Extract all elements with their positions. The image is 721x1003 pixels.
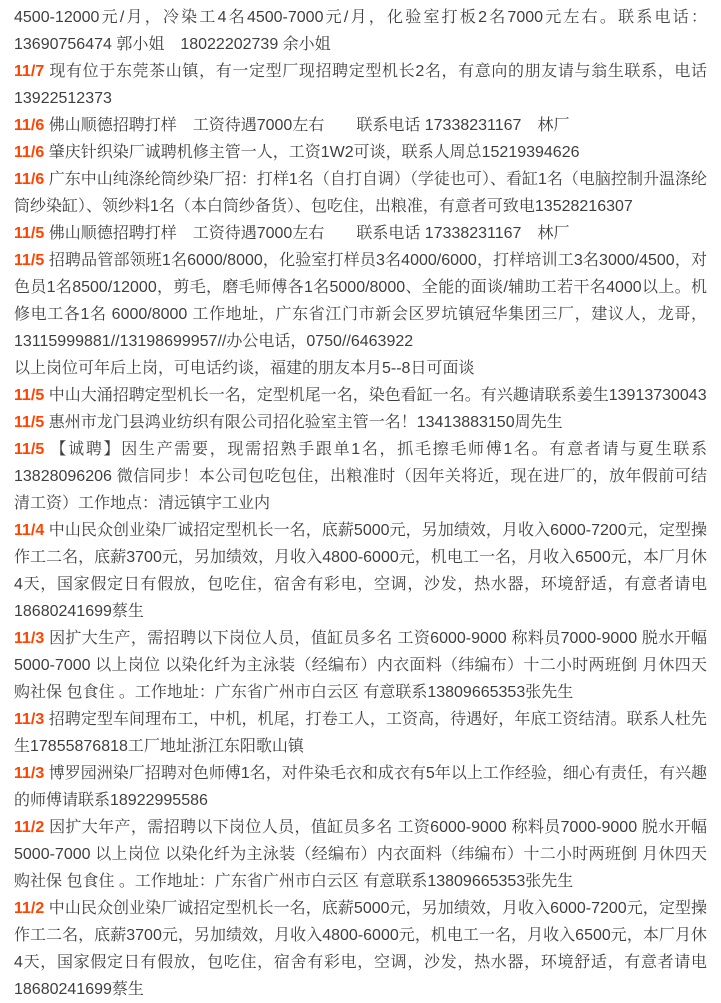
posting-text: 招聘品管部领班1名6000/8000，化验室打样员3名4000/6000，打样培训工3名3000/4500，对色员1名8500/12000，剪毛，磨毛师傅各1名5000/8000、全能的面谈/辅助工若干名4000以上。机修电工各1名 6000/8000 工作地址，广东省江门市新会区罗坑镇冠华集团三厂，建议人，龙哥，13115999881//13198699957//办公电话，0750//6463922	[14, 252, 707, 350]
job-posting	[14, 517, 707, 625]
posting-date: 11/3	[14, 630, 45, 647]
job-posting	[14, 625, 707, 706]
posting-text: 4500-12000元/月，冷染工4名4500-7000元/月，化验室打板2名7000元左右。联系电话：13690756474 郭小姐 18022202739 余小姐	[14, 9, 707, 53]
job-posting	[14, 166, 707, 220]
job-posting	[14, 436, 707, 517]
posting-date: 11/4	[14, 522, 45, 539]
job-posting	[14, 814, 707, 895]
job-posting	[14, 706, 707, 760]
posting-date: 11/6	[14, 144, 45, 161]
job-posting	[14, 4, 707, 58]
job-posting	[14, 247, 707, 355]
posting-text: 因扩大生产，需招聘以下岗位人员，值缸员多名 工资6000-9000 称料员7000-9000 脱水开幅5000-7000 以上岗位 以染化纤为主泳装（经编布）内衣面料（纬编布）十二小时两班倒 月休四天 购社保 包食住 。工作地址：广东省广州市白云区 有意联系13809665353张先生	[14, 630, 707, 701]
job-posting	[14, 112, 707, 139]
posting-date: 11/6	[14, 117, 45, 134]
posting-date: 11/3	[14, 765, 45, 782]
job-posting	[14, 139, 707, 166]
posting-date: 11/5	[14, 441, 45, 458]
posting-date: 11/2	[14, 819, 45, 836]
posting-text: 佛山顺德招聘打样 工资待遇7000左右 联系电话 17338231167 林厂	[48, 225, 570, 242]
posting-text: 佛山顺德招聘打样 工资待遇7000左右 联系电话 17338231167 林厂	[48, 117, 570, 134]
posting-text: 中山民众创业染厂诚招定型机长一名，底薪5000元，另加绩效，月收入6000-7200元，定型操作工二名，底薪3700元，另加绩效，月收入4800-6000元，机电工一名，月收入6500元，本厂月休4天，国家假定日有假放，包吃住，宿舍有彩电，空调，沙发，热水器，环境舒适，有意者请电18680241699蔡生	[14, 522, 707, 620]
job-posting	[14, 58, 707, 112]
posting-date: 11/7	[14, 63, 45, 80]
posting-text: 因扩大年产，需招聘以下岗位人员，值缸员多名 工资6000-9000 称料员7000-9000 脱水开幅5000-7000 以上岗位 以染化纤为主泳装（经编布）内衣面料（纬编布）十二小时两班倒 月休四天 购社保 包食住 。工作地址：广东省广州市白云区 有意联系13809665353张先生	[14, 819, 707, 890]
posting-date: 11/2	[14, 900, 45, 917]
posting-text: 中山民众创业染厂诚招定型机长一名，底薪5000元，另加绩效，月收入6000-7200元，定型操作工二名，底薪3700元，另加绩效，月收入4800-6000元，机电工一名，月收入6500元，本厂月休4天，国家假定日有假放，包吃住，宿舍有彩电，空调，沙发，热水器，环境舒适，有意者请电18680241699蔡生	[14, 900, 707, 998]
job-posting	[14, 355, 707, 382]
job-posting	[14, 220, 707, 247]
posting-text: 肇庆针织染厂诚聘机修主管一人，工资1W2可谈，联系人周总15219394626	[48, 144, 580, 161]
posting-date: 11/5	[14, 252, 45, 269]
posting-date: 11/5	[14, 414, 45, 431]
posting-text: 广东中山纯涤纶筒纱染厂招：打样1名（自打自调）（学徒也可）、看缸1名（电脑控制升温涤纶筒纱染缸）、领纱料1名（本白筒纱备货）、包吃住，出粮准，有意者可致电13528216307	[14, 171, 707, 215]
posting-text: 【诚聘】因生产需要，现需招熟手跟单1名，抓毛擦毛师傅1名。有意者请与夏生联系13828096206 微信同步！本公司包吃包住，出粮准时（因年关将近，现在进厂的，放年假前可结清工资）工作地点：清远镇宇工业内	[14, 441, 707, 512]
posting-text: 中山大涌招聘定型机长一名，定型机尾一名，染色看缸一名。有兴趣请联系姜生13913730043	[48, 387, 707, 404]
posting-date: 11/5	[14, 387, 45, 404]
posting-text: 现有位于东莞茶山镇，有一定型厂现招聘定型机长2名，有意向的朋友请与翁生联系，电话 13922512373	[14, 63, 707, 107]
posting-text: 惠州市龙门县鸿业纺织有限公司招化验室主管一名！13413883150周先生	[48, 414, 563, 431]
job-posting	[14, 760, 707, 814]
posting-text: 招聘定型车间理布工，中机，机尾，打卷工人，工资高，待遇好，年底工资结清。联系人杜先生17855876818工厂地址浙江东阳歌山镇	[14, 711, 707, 755]
job-postings-list	[14, 4, 707, 1003]
posting-date: 11/3	[14, 711, 45, 728]
posting-text: 博罗园洲染厂招聘对色师傅1名，对件染毛衣和成衣有5年以上工作经验，细心有责任，有兴趣的师傅请联系18922995586	[14, 765, 707, 809]
job-posting	[14, 409, 707, 436]
job-posting	[14, 382, 707, 409]
posting-text: 以上岗位可年后上岗，可电话约谈，福建的朋友本月5--8日可面谈	[14, 360, 475, 377]
job-posting	[14, 895, 707, 1003]
posting-date: 11/5	[14, 225, 45, 242]
posting-date: 11/6	[14, 171, 45, 188]
